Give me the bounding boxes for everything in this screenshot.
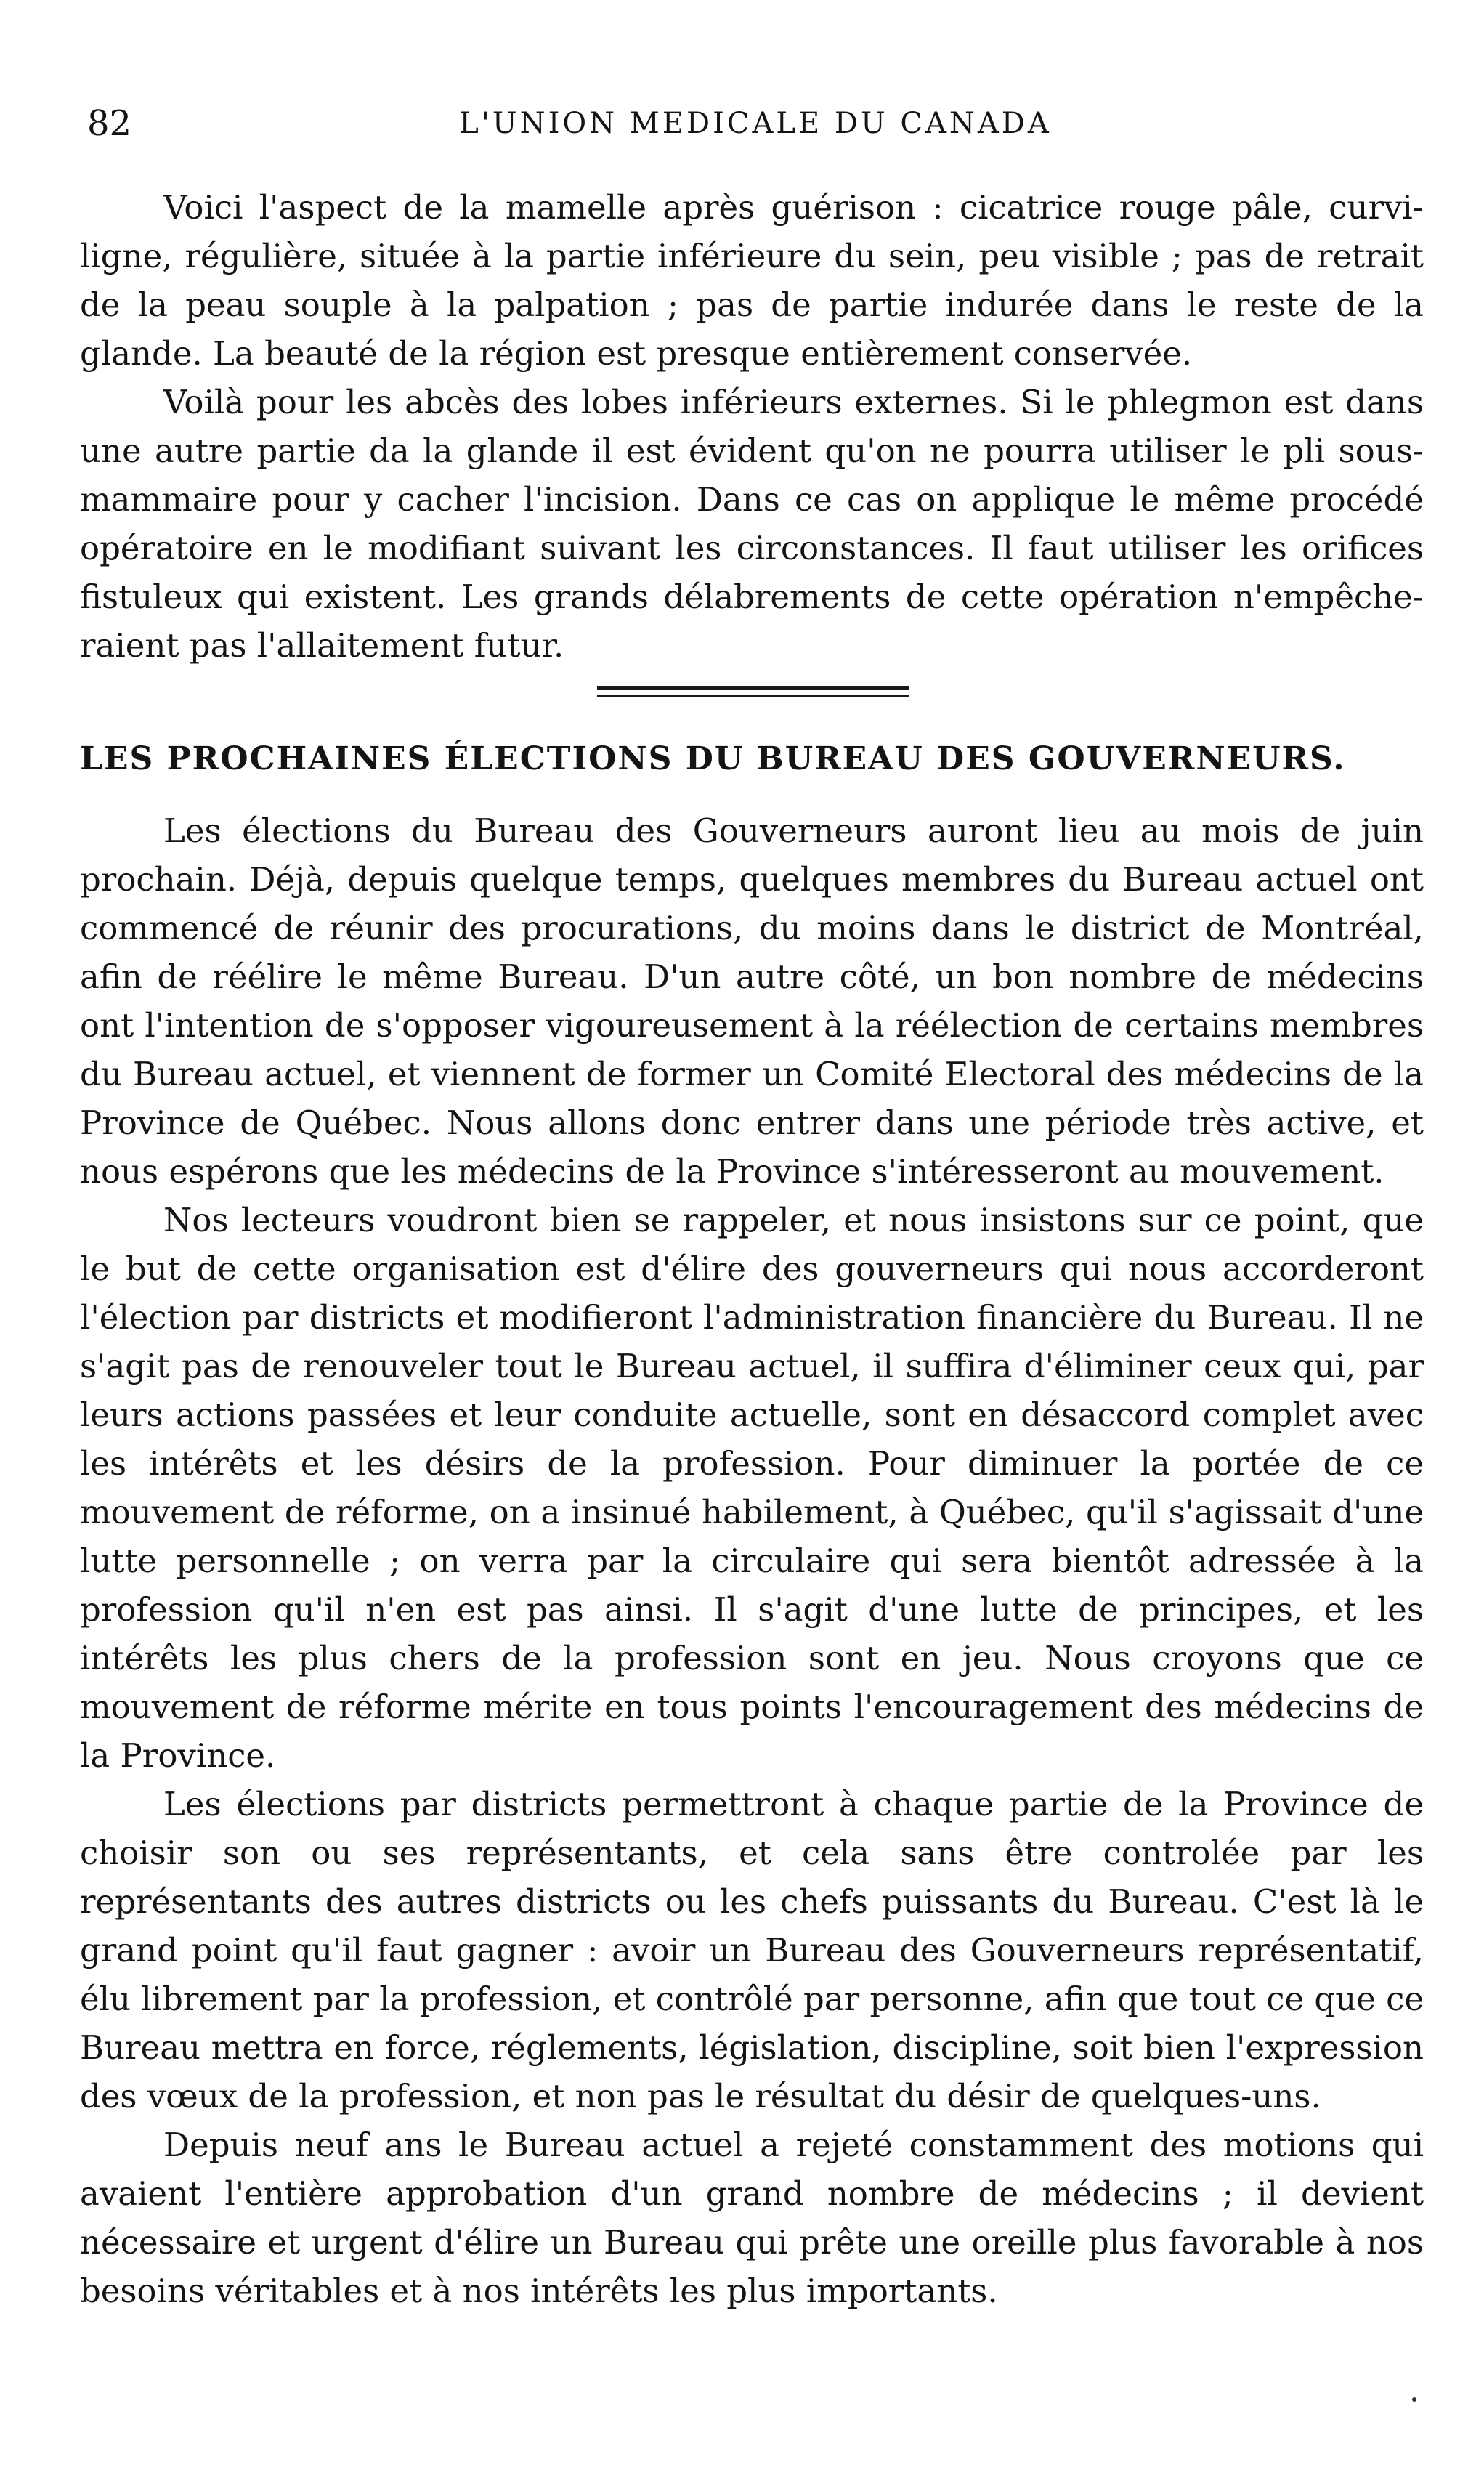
- paragraph: Voici l'aspect de la mamelle après guérison : cicatrice rouge pâle, curvi-ligne, régulière, située à la partie inférieure du sein, peu visible ; pas de retrait de la peau souple à la palpation ; pas de partie indurée dans le reste de la glande. La beauté de la région est presque entièrement conservée.: [80, 188, 1424, 373]
- continued-article-text: [80, 183, 1424, 670]
- section-divider-thick: [597, 686, 909, 690]
- print-speck: [1412, 2397, 1416, 2402]
- page-number: 82: [87, 103, 132, 144]
- page-header: [87, 102, 1424, 160]
- paragraph: Les élections par districts permettront à chaque partie de la Province de choisir son ou ses représentants, et cela sans être controlée par les représentants des autres districts ou les chefs puissants du Bureau. C'est là le grand point qu'il faut gagner : avoir un Bureau des Gouverneurs représentatif, élu librement par la profession, et contrôlé par personne, afin que tout ce que ce Bureau mettra en force, réglements, législation, discipline, soit bien l'expression des vœux de la profession, et non pas le résultat du désir de quelques-uns.: [80, 1785, 1424, 2115]
- paragraph: Nos lecteurs voudront bien se rappeler, et nous insistons sur ce point, que le but de cette organisation est d'élire des gouverneurs qui nous accorderont l'élection par districts et modifieront l'administration financière du Bureau. Il ne s'agit pas de renouveler tout le Bureau actuel, il suffira d'éliminer ceux qui, par leurs actions passées et leur conduite actuelle, sont en désaccord complet avec les intérêts et les désirs de la profession. Pour diminuer la portée de ce mouvement de réforme, on a insinué habilement, à Québec, qu'il s'agissait d'une lutte personnelle ; on verra par la circulaire qui sera bientôt adressée à la profession qu'il n'en est pas ainsi. Il s'agit d'une lutte de principes, et les intérêts les plus chers de la profession sont en jeu. Nous croyons que ce mouvement de réforme mérite en tous points l'encouragement des médecins de la Province.: [80, 1201, 1424, 1775]
- article-body: [80, 806, 1424, 2315]
- section-divider-thin: [597, 695, 909, 697]
- paragraph: Depuis neuf ans le Bureau actuel a rejeté constamment des motions qui avaient l'entière approbation d'un grand nombre de médecins ; il devient nécessaire et urgent d'élire un Bureau qui prête une oreille plus favorable à nos besoins véritables et à nos intérêts les plus importants.: [80, 2126, 1424, 2310]
- article-heading: LES PROCHAINES ÉLECTIONS DU BUREAU DES GOUVERNEURS.: [80, 740, 1346, 777]
- paragraph: Les élections du Bureau des Gouverneurs auront lieu au mois de juin prochain. Déjà, depuis quelque temps, quelques membres du Bureau actuel ont commencé de réunir des procurations, du moins dans le district de Montréal, afin de réélire le même Bureau. D'un autre côté, un bon nombre de médecins ont l'intention de s'opposer vigoureusement à la réélection de certains membres du Bureau actuel, et viennent de former un Comité Electoral des médecins de la Province de Québec. Nous allons donc entrer dans une période très active, et nous espérons que les médecins de la Province s'intéresseront au mouvement.: [80, 811, 1424, 1191]
- running-head: L'UNION MEDICALE DU CANADA: [459, 107, 1052, 140]
- paragraph: Voilà pour les abcès des lobes inférieurs externes. Si le phlegmon est dans une autre partie da la glande il est évident qu'on ne pourra utiliser le pli sous-mammaire pour y cacher l'incision. Dans ce cas on applique le même procédé opératoire en le modifiant suivant les circonstances. Il faut utiliser les orifices fistuleux qui existent. Les grands délabrements de cette opération n'empêche-raient pas l'allaitement futur.: [80, 383, 1424, 665]
